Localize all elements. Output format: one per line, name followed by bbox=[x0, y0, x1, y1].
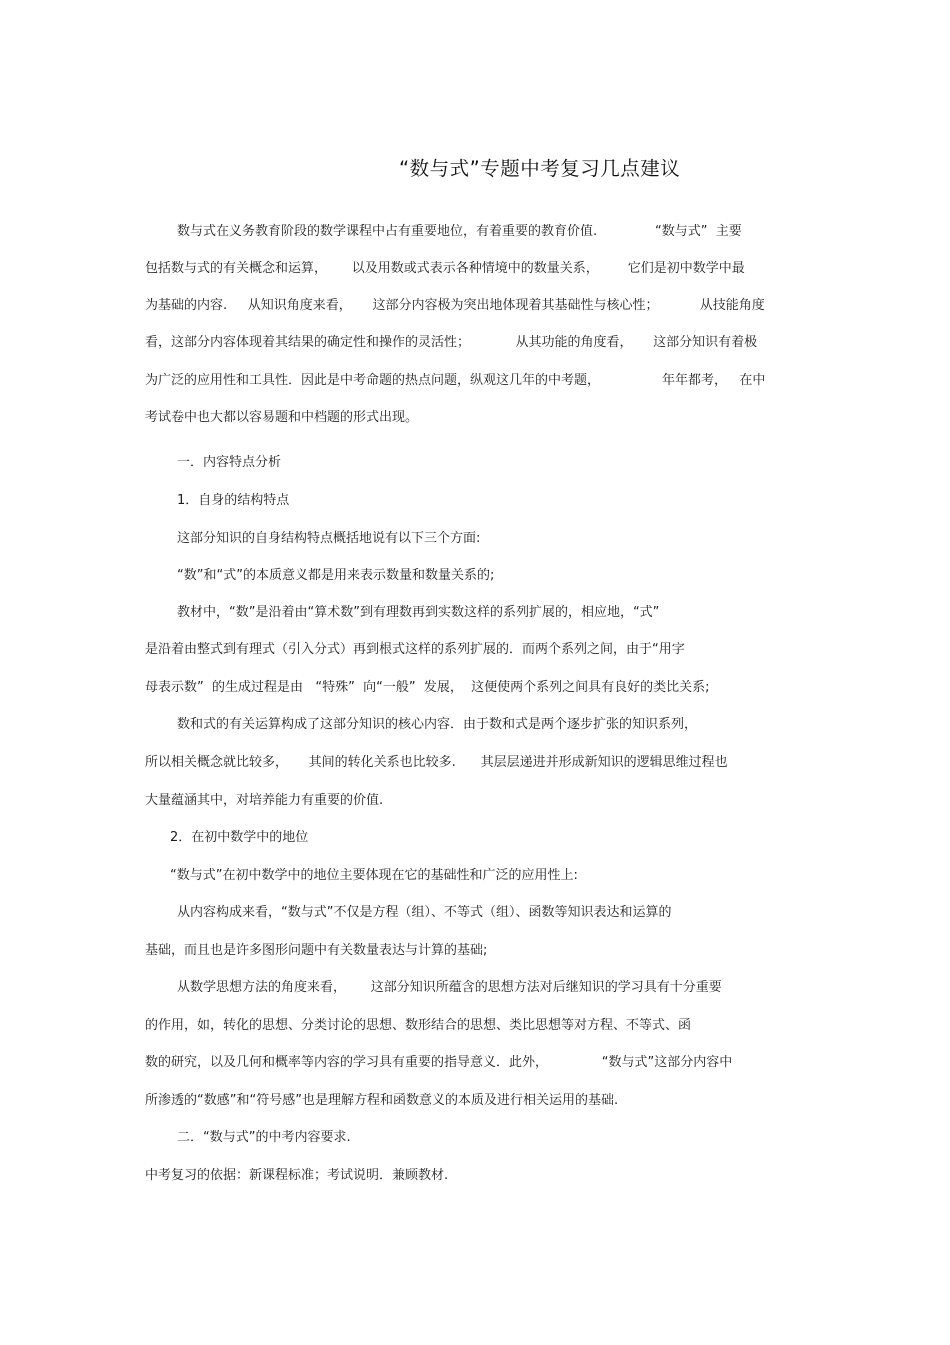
subsection-heading: 2．在初中数学中的地位 bbox=[170, 830, 309, 845]
paragraph-line: 数与式在义务教育阶段的数学课程中占有重要地位，有着重要的教育价值. “数与式” 主要 bbox=[177, 224, 742, 239]
paragraph-line: 看，这部分内容体现着其结果的确定性和操作的灵活性； 从其功能的角度看， 这部分知识有着极 bbox=[145, 335, 758, 350]
paragraph-line: 为广泛的应用性和工具性．因此是中考命题的热点问题，纵观这几年的中考题， 年年都考， 在中 bbox=[145, 373, 766, 388]
paragraph-line: 从数学思想方法的角度来看， 这部分知识所蕴含的思想方法对后继知识的学习具有十分重要 bbox=[177, 980, 722, 995]
paragraph-line: 数和式的有关运算构成了这部分知识的核心内容．由于数和式是两个逐步扩张的知识系列， bbox=[177, 717, 698, 732]
section-heading: 二．“数与式”的中考内容要求. bbox=[177, 1130, 351, 1145]
paragraph-line: 教材中，“数”是沿着由“算术数”到有理数再到实数这样的系列扩展的，相应地，“式” bbox=[177, 605, 660, 620]
paragraph-line: 是沿着由整式到有理式（引入分式）再到根式这样的系列扩展的．而两个系列之间，由于“用字 bbox=[145, 642, 685, 657]
section-heading: 一．内容特点分析 bbox=[177, 455, 282, 470]
paragraph-line: 中考复习的依据：新课程标准；考试说明．兼顾教材. bbox=[145, 1168, 449, 1183]
paragraph-line: 为基础的内容. 从知识角度来看， 这部分内容极为突出地体现着其基础性与核心性； 从技能角度 bbox=[145, 298, 765, 313]
paragraph-line: “数与式”在初中数学中的地位主要体现在它的基础性和广泛的应用性上: bbox=[170, 868, 578, 883]
paragraph-line: 大量蕴涵其中，对培养能力有重要的价值. bbox=[145, 793, 384, 808]
paragraph-line: 从内容构成来看，“数与式”不仅是方程（组）、不等式（组）、函数等知识表达和运算的 bbox=[177, 905, 672, 920]
paragraph-line: 所渗透的“数感”和“符号感”也是理解方程和函数意义的本质及进行相关运用的基础. bbox=[145, 1093, 619, 1108]
paragraph-line: 基础，而且也是许多图形问题中有关数量表达与计算的基础; bbox=[145, 943, 488, 958]
paragraph-line: 考试卷中也大都以容易题和中档题的形式出现。 bbox=[145, 410, 419, 425]
paragraph-line: 包括数与式的有关概念和运算， 以及用数或式表示各种情境中的数量关系， 它们是初中数学中最 bbox=[145, 261, 745, 276]
subsection-heading: 1．自身的结构特点 bbox=[177, 493, 290, 508]
paragraph-line: “数”和“式”的本质意义都是用来表示数量和数量关系的; bbox=[177, 568, 495, 583]
paragraph-line: 的作用，如，转化的思想、分类讨论的思想、数形结合的思想、类比思想等对方程、不等式、函 bbox=[145, 1018, 692, 1033]
paragraph-line: 这部分知识的自身结构特点概括地说有以下三个方面: bbox=[177, 531, 481, 546]
paragraph-line: 母表示数” 的生成过程是由 “特殊” 向“一般” 发展， 这便使两个系列之间具有良好的类比关系; bbox=[145, 680, 710, 695]
paragraph-line: 数的研究，以及几何和概率等内容的学习具有重要的指导意义．此外， “数与式”这部分内容中 bbox=[145, 1055, 733, 1070]
document-title: “数与式”专题中考复习几点建议 bbox=[399, 157, 681, 180]
paragraph-line: 所以相关概念就比较多， 其间的转化关系也比较多. 其层层递进并形成新知识的逻辑思维过程也 bbox=[145, 755, 728, 770]
